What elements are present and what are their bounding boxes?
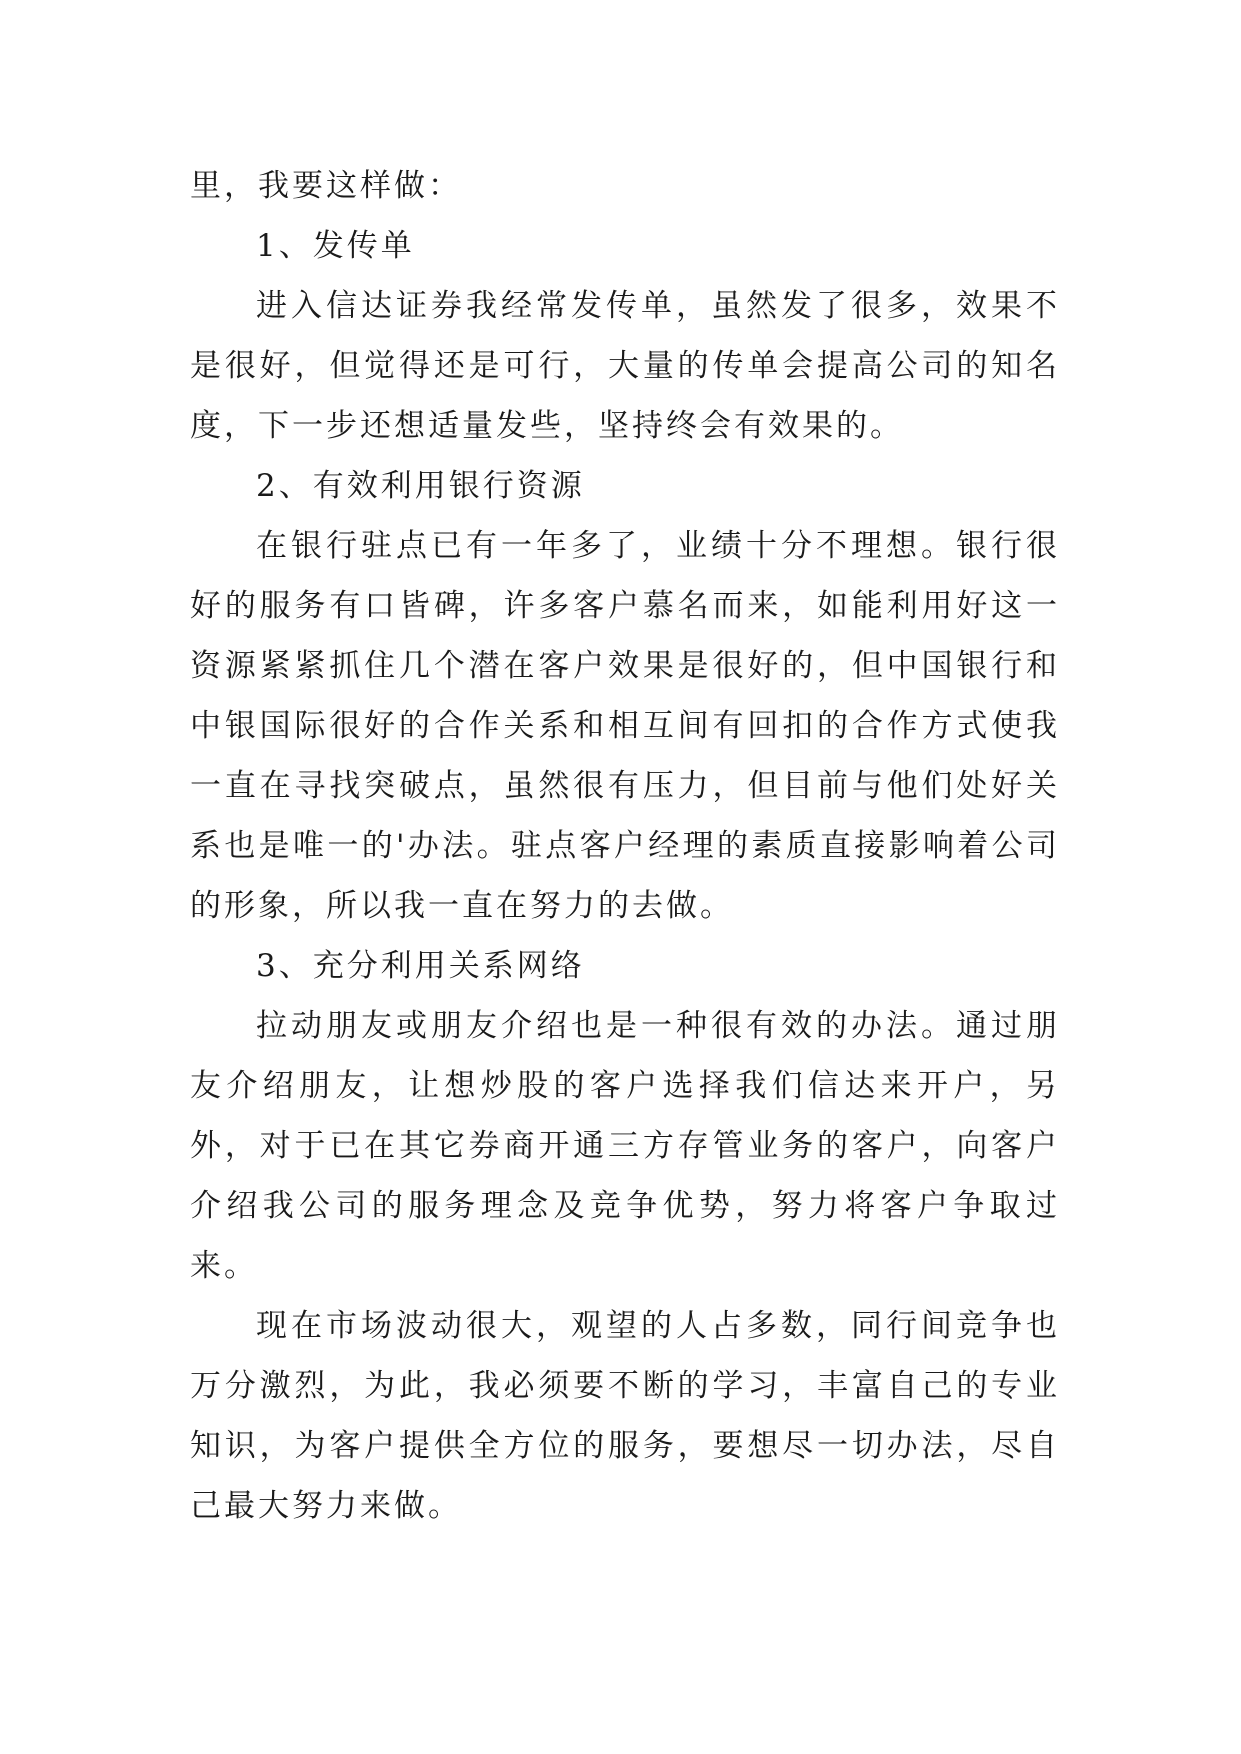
paragraph-8: 现在市场波动很大，观望的人占多数，同行间竞争也万分激烈，为此，我必须要不断的学习，丰富自己的专业知识，为客户提供全方位的服务，要想尽一切办法，尽自己最大努力来做。 xyxy=(190,1308,1060,1524)
paragraph-4-heading: 2、有效利用银行资源 xyxy=(256,468,585,504)
document-body xyxy=(190,156,1060,1536)
paragraph-1: 里，我要这样做： xyxy=(190,168,462,204)
paragraph-2-heading: 1、发传单 xyxy=(256,228,415,264)
paragraph-3: 进入信达证券我经常发传单，虽然发了很多，效果不是很好，但觉得还是可行，大量的传单会提高公司的知名度，下一步还想适量发些，坚持终会有效果的。 xyxy=(190,288,1060,444)
paragraph-5: 在银行驻点已有一年多了，业绩十分不理想。银行很好的服务有口皆碑，许多客户慕名而来，如能利用好这一资源紧紧抓住几个潜在客户效果是很好的，但中国银行和中银国际很好的合作关系和相互间有回扣的合作方式使我一直在寻找突破点，虽然很有压力，但目前与他们处好关系也是唯一的'办法。驻点客户经理的素质直接影响着公司的形象，所以我一直在努力的去做。 xyxy=(190,528,1060,924)
paragraph-7: 拉动朋友或朋友介绍也是一种很有效的办法。通过朋友介绍朋友，让想炒股的客户选择我们信达来开户，另外，对于已在其它券商开通三方存管业务的客户，向客户介绍我公司的服务理念及竞争优势，努力将客户争取过来。 xyxy=(190,1008,1060,1284)
paragraph-6-heading: 3、充分利用关系网络 xyxy=(256,948,585,984)
